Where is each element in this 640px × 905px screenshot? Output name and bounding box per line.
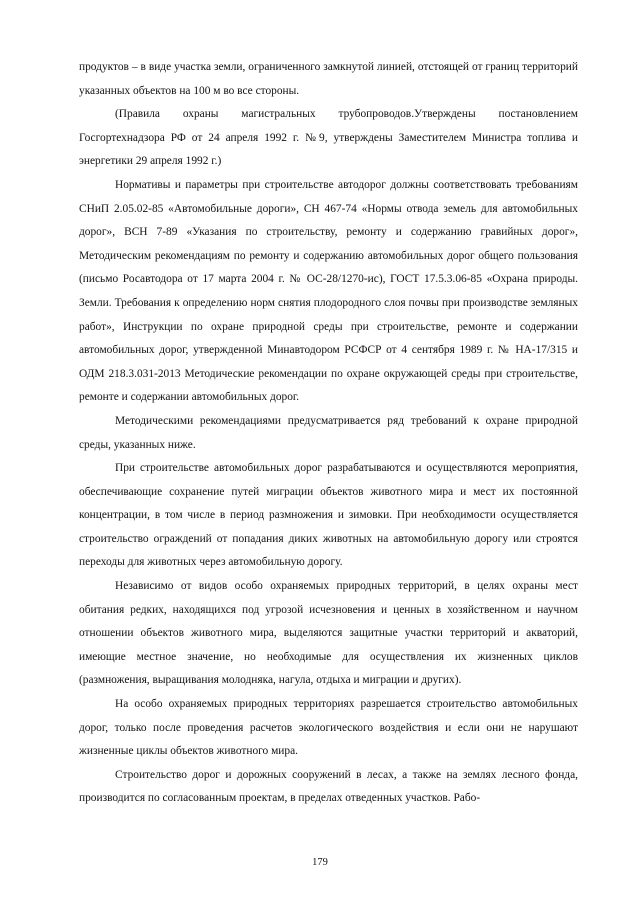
paragraph-continuation: продуктов – в виде участка земли, ограниченного замкнутой линией, отстоящей от границ территорий указанных объектов на 100 м во все стороны.: [79, 61, 578, 97]
paragraph-forest-construction: Строительство дорог и дорожных сооружений в лесах, а также на землях лесного фонда, производится по согласованным проектам, в пределах отведенных участков. Рабо-: [79, 768, 578, 805]
paragraph-protected-habitats: Независимо от видов особо охраняемых природных территорий, в целях охраны мест обитания редких, находящихся под угрозой исчезновения и ценных в хозяйственном и научном отношении объектов животного мира, выделяются защитные участки территорий и акваторий, имеющие местное значение, но необходимые для осуществления их жизненных циклов (размножения, выращивания молодняка, нагула, отдыха и миграции и других).: [79, 580, 578, 687]
paragraph-protected-territories: На особо охраняемых природных территориях разрешается строительство автомобильных дорог, только после проведения расчетов экологического воздействия и если они не нарушают жизненные циклы объектов животного мира.: [79, 698, 578, 758]
body-text: [79, 56, 578, 811]
paragraph-pipeline-rules: (Правила охраны магистральных трубопроводов.Утверждены постановлением Госгортехнадзора РФ от 24 апреля 1992 г. №9, утверждены Заместителем Министра топлива и энергетики 29 апреля 1992 г.): [79, 108, 578, 168]
paragraph-road-standards: Нормативы и параметры при строительстве автодорог должны соответствовать требованиям СНиП 2.05.02-85 «Автомобильные дороги», СН 467-74 «Нормы отвода земель для автомобильных дорог», ВСН 7-89 «Указания по строительству, ремонту и содержанию гравийных дорог», Методическим рекомендациям по ремонту и содержанию автомобильных дорог общего пользования (письмо Росавтодора от 17 марта 2004 г. № ОС-28/1270-ис), ГОСТ 17.5.3.06-85 «Охрана природы. Земли. Требования к определению норм снятия плодородного слоя почвы при производстве земляных работ», Инструкции по охране природной среды при строительстве, ремонте и содержании автомобильных дорог, утвержденной Минавтодором РСФСР от 4 сентября 1989 г. № НА-17/315 и ОДМ 218.3.031-2013 Методические рекомендации по охране окружающей среды при строительстве, ремонте и содержании автомобильных дорог.: [79, 178, 578, 404]
page-number: 179: [312, 857, 328, 868]
paragraph-migration: При строительстве автомобильных дорог разрабатываются и осуществляются мероприятия, обеспечивающие сохранение путей миграции объектов животного мира и мест их постоянной концентрации, в том числе в период размножения и зимовки. При необходимости осуществляется строительство ограждений от попадания диких животных на автомобильную дорогу или строятся переходы для животных через автомобильную дорогу.: [79, 462, 578, 569]
paragraph-recommendations: Методическими рекомендациями предусматривается ряд требований к охране природной среды, указанных ниже.: [79, 414, 578, 451]
